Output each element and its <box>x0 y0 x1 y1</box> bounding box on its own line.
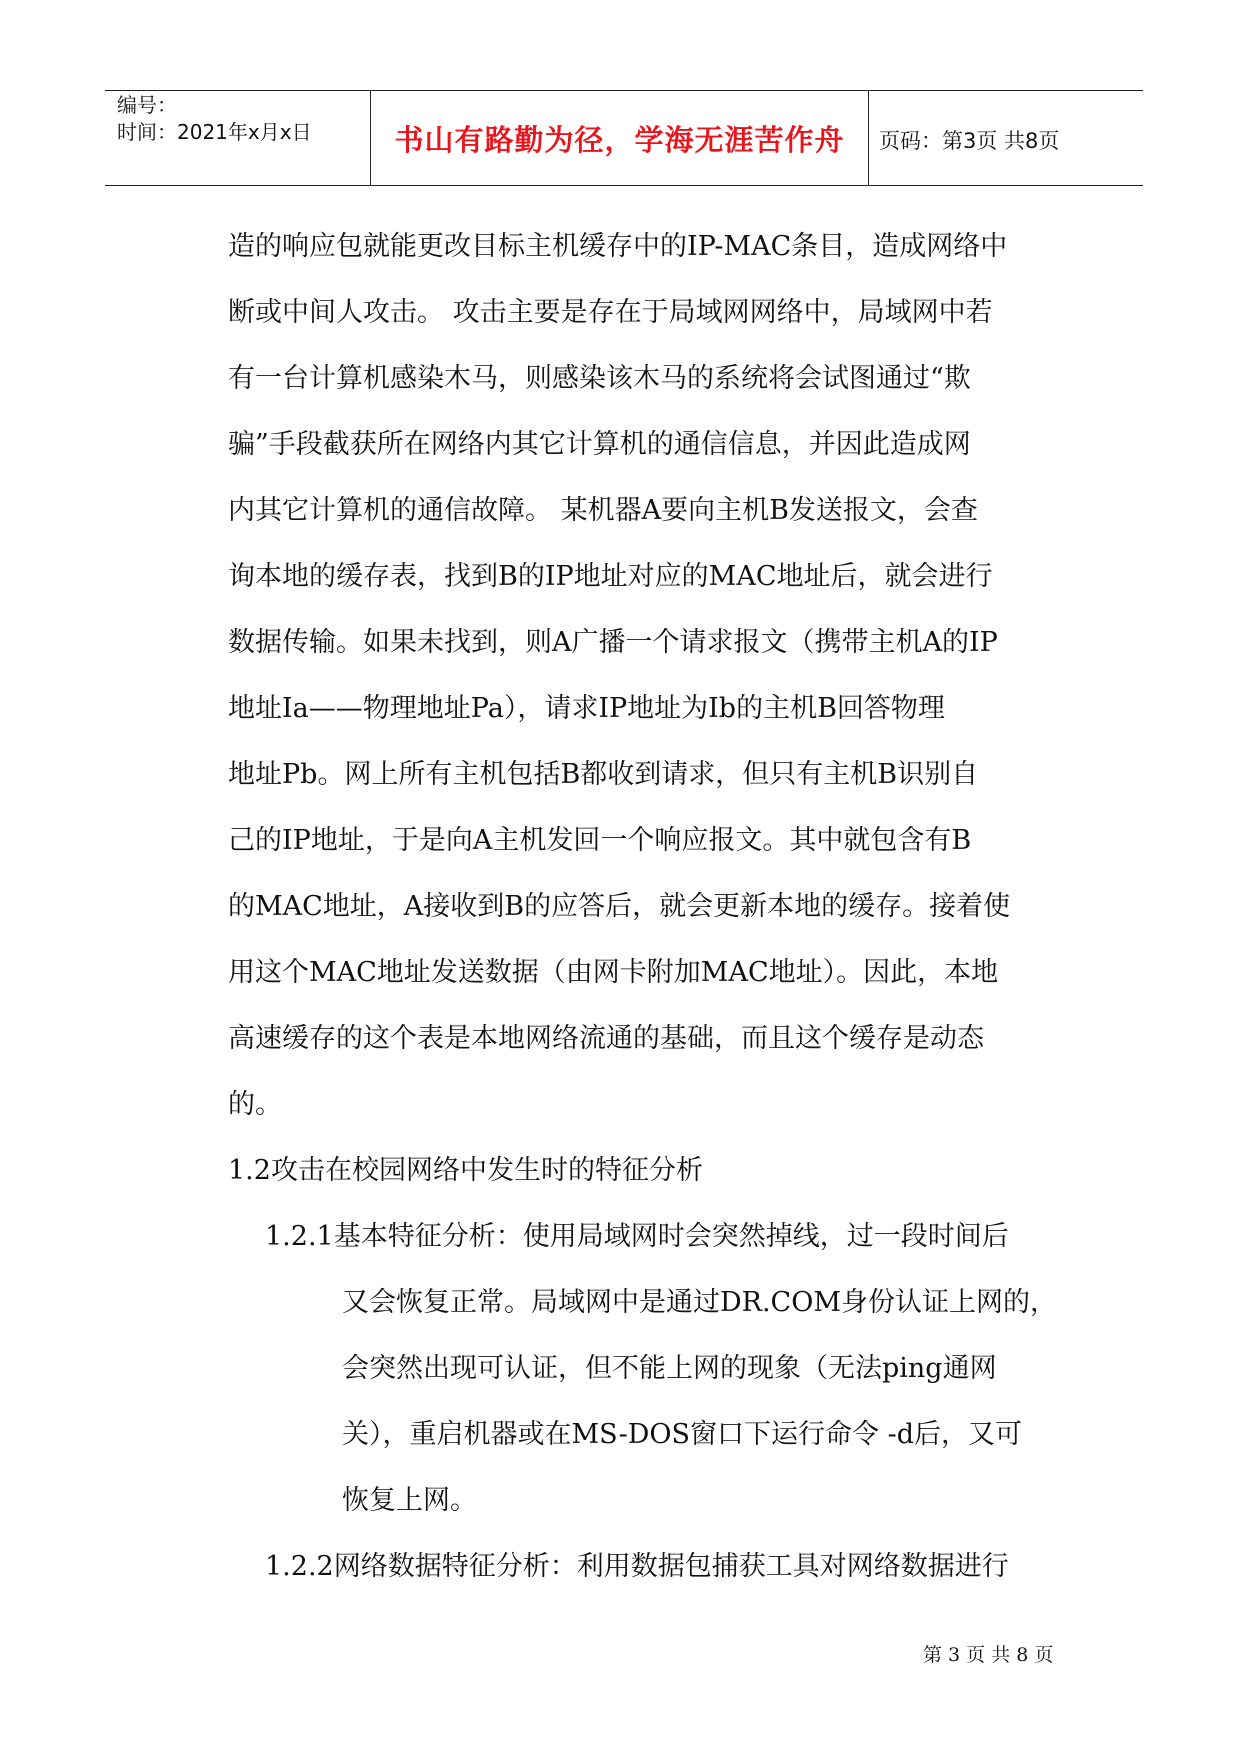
body-line: 又会恢复正常。局域网中是通过DR.COM身份认证上网的， <box>342 1287 1057 1318</box>
body-line: 有一台计算机感染木马，则感染该木马的系统将会试图通过“欺 <box>228 363 971 394</box>
body-line: 己的IP地址，于是向A主机发回一个响应报文。其中就包含有B <box>228 825 972 856</box>
header-motto: 书山有路勤为径，学海无涯苦作舟 <box>394 122 845 157</box>
header-middle-cell <box>370 91 869 185</box>
header-left-cell <box>105 91 370 185</box>
body-line: 地址Pb。网上所有主机包括B都收到请求，但只有主机B识别自 <box>228 759 979 790</box>
section-heading-1-2-2: 1.2.2网络数据特征分析：利用数据包捕获工具对网络数据进行 <box>265 1551 1009 1582</box>
body-line: 的。 <box>228 1089 282 1120</box>
body-line: 地址Ia——物理地址Pa），请求IP地址为Ib的主机B回答物理 <box>228 693 945 724</box>
header-page-code: 页码：第3页 共8页 <box>879 129 1060 153</box>
section-heading-1-2: 1.2攻击在校园网络中发生时的特征分析 <box>228 1155 703 1186</box>
body-line: 断或中间人攻击。 攻击主要是存在于局域网网络中，局域网中若 <box>228 297 993 328</box>
document-body <box>228 214 1068 1600</box>
header-right-cell <box>867 91 1143 185</box>
body-line: 造的响应包就能更改目标主机缓存中的IP-MAC条目，造成网络中 <box>228 231 1008 262</box>
page-header <box>105 90 1143 186</box>
body-line: 数据传输。如果未找到，则A广播一个请求报文（携带主机A的IP <box>228 627 998 658</box>
body-line: 内其它计算机的通信故障。 某机器A要向主机B发送报文，会查 <box>228 495 978 526</box>
section-heading-1-2-1: 1.2.1基本特征分析：使用局域网时会突然掉线，过一段时间后 <box>265 1221 1009 1252</box>
body-line: 高速缓存的这个表是本地网络流通的基础，而且这个缓存是动态 <box>228 1023 984 1054</box>
body-line: 骗”手段截获所在网络内其它计算机的通信信息，并因此造成网 <box>228 429 971 460</box>
body-line: 会突然出现可认证，但不能上网的现象（无法ping通网 <box>342 1353 997 1384</box>
body-line: 的MAC地址，A接收到B的应答后，就会更新本地的缓存。接着使 <box>228 891 1011 922</box>
document-number-label: 编号： <box>117 93 177 117</box>
page-footer: 第 3 页 共 8 页 <box>923 1644 1054 1666</box>
body-line: 询本地的缓存表，找到B的IP地址对应的MAC地址后，就会进行 <box>228 561 993 592</box>
document-date-label: 时间：2021年x月x日 <box>117 120 312 144</box>
body-line: 关），重启机器或在MS-DOS窗口下运行命令 -d后，又可 <box>342 1419 1023 1450</box>
body-line: 恢复上网。 <box>342 1485 477 1516</box>
body-line: 用这个MAC地址发送数据（由网卡附加MAC地址）。因此，本地 <box>228 957 999 988</box>
